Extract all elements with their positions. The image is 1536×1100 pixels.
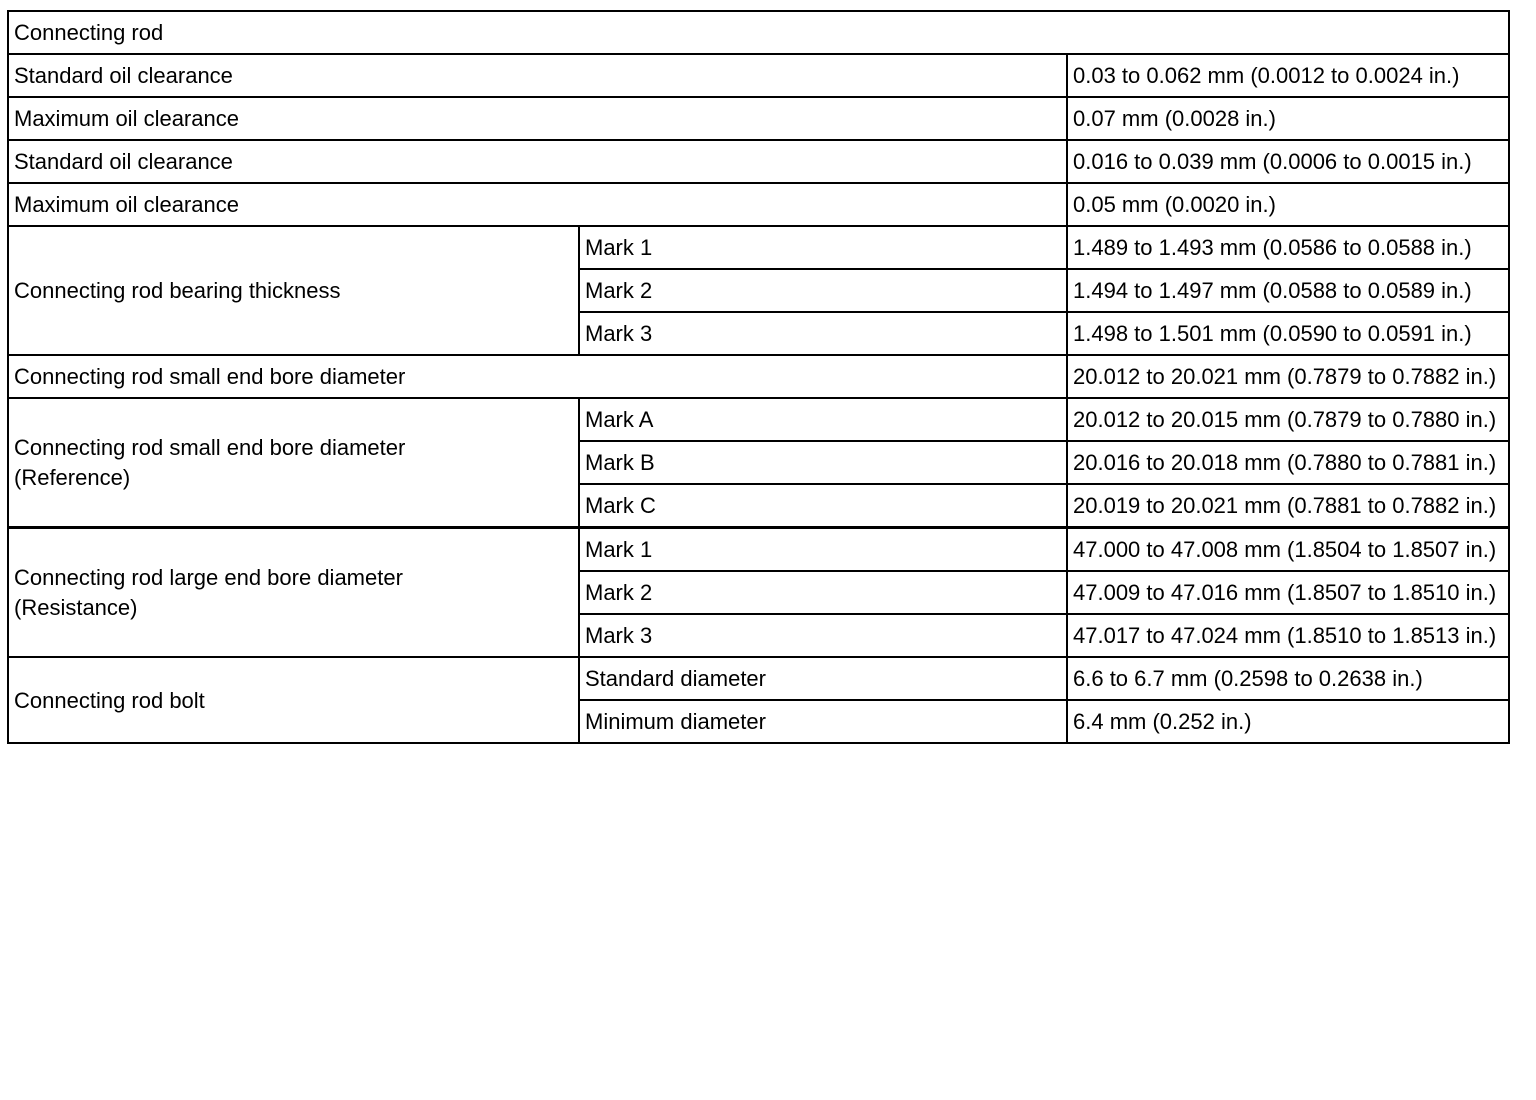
mark-label: Mark 1 bbox=[579, 226, 1067, 269]
mark-label: Mark 3 bbox=[579, 614, 1067, 657]
table-header: Connecting rod bbox=[8, 11, 1509, 54]
row-value: 0.05 mm (0.0020 in.) bbox=[1067, 183, 1509, 226]
small-end-reference-label-line2: (Reference) bbox=[14, 465, 131, 490]
table-row bbox=[8, 97, 1509, 140]
small-end-reference-label-line1: Connecting rod small end bore diameter bbox=[14, 435, 406, 460]
row-label: Maximum oil clearance bbox=[8, 97, 1067, 140]
mark-value: 1.498 to 1.501 mm (0.0590 to 0.0591 in.) bbox=[1067, 312, 1509, 355]
table-row bbox=[8, 398, 1509, 441]
mark-value: 20.019 to 20.021 mm (0.7881 to 0.7882 in.) bbox=[1067, 484, 1509, 528]
mark-value: 1.494 to 1.497 mm (0.0588 to 0.0589 in.) bbox=[1067, 269, 1509, 312]
mark-label: Mark A bbox=[579, 398, 1067, 441]
row-label: Standard oil clearance bbox=[8, 54, 1067, 97]
mark-value: 20.012 to 20.015 mm (0.7879 to 0.7880 in.) bbox=[1067, 398, 1509, 441]
small-end-reference-label bbox=[8, 398, 579, 528]
row-label: Maximum oil clearance bbox=[8, 183, 1067, 226]
large-end-label-line2: (Resistance) bbox=[14, 595, 138, 620]
table-row bbox=[8, 54, 1509, 97]
bearing-thickness-label: Connecting rod bearing thickness bbox=[8, 226, 579, 355]
mark-label: Mark 3 bbox=[579, 312, 1067, 355]
small-end-value: 20.012 to 20.021 mm (0.7879 to 0.7882 in.) bbox=[1067, 355, 1509, 398]
table-row bbox=[8, 355, 1509, 398]
mark-label: Mark B bbox=[579, 441, 1067, 484]
small-end-label: Connecting rod small end bore diameter bbox=[8, 355, 1067, 398]
table-row bbox=[8, 226, 1509, 269]
mark-value: 47.009 to 47.016 mm (1.8507 to 1.8510 in.) bbox=[1067, 571, 1509, 614]
large-end-label bbox=[8, 528, 579, 658]
bolt-label: Connecting rod bolt bbox=[8, 657, 579, 743]
mark-value: 47.017 to 47.024 mm (1.8510 to 1.8513 in.) bbox=[1067, 614, 1509, 657]
mark-label: Mark 2 bbox=[579, 269, 1067, 312]
mark-label: Mark 1 bbox=[579, 528, 1067, 572]
mark-value: 20.016 to 20.018 mm (0.7880 to 0.7881 in.) bbox=[1067, 441, 1509, 484]
connecting-rod-spec-table bbox=[7, 10, 1510, 744]
mark-value: 1.489 to 1.493 mm (0.0586 to 0.0588 in.) bbox=[1067, 226, 1509, 269]
mark-label: Mark C bbox=[579, 484, 1067, 528]
large-end-label-line1: Connecting rod large end bore diameter bbox=[14, 565, 403, 590]
row-label: Standard oil clearance bbox=[8, 140, 1067, 183]
table-row bbox=[8, 183, 1509, 226]
row-value: 0.016 to 0.039 mm (0.0006 to 0.0015 in.) bbox=[1067, 140, 1509, 183]
bolt-item-label: Minimum diameter bbox=[579, 700, 1067, 743]
bolt-item-value: 6.6 to 6.7 mm (0.2598 to 0.2638 in.) bbox=[1067, 657, 1509, 700]
table-row bbox=[8, 140, 1509, 183]
table-row bbox=[8, 528, 1509, 572]
bolt-item-value: 6.4 mm (0.252 in.) bbox=[1067, 700, 1509, 743]
row-value: 0.07 mm (0.0028 in.) bbox=[1067, 97, 1509, 140]
mark-label: Mark 2 bbox=[579, 571, 1067, 614]
bolt-item-label: Standard diameter bbox=[579, 657, 1067, 700]
table-header-row bbox=[8, 11, 1509, 54]
mark-value: 47.000 to 47.008 mm (1.8504 to 1.8507 in.) bbox=[1067, 528, 1509, 572]
table-row bbox=[8, 657, 1509, 700]
row-value: 0.03 to 0.062 mm (0.0012 to 0.0024 in.) bbox=[1067, 54, 1509, 97]
